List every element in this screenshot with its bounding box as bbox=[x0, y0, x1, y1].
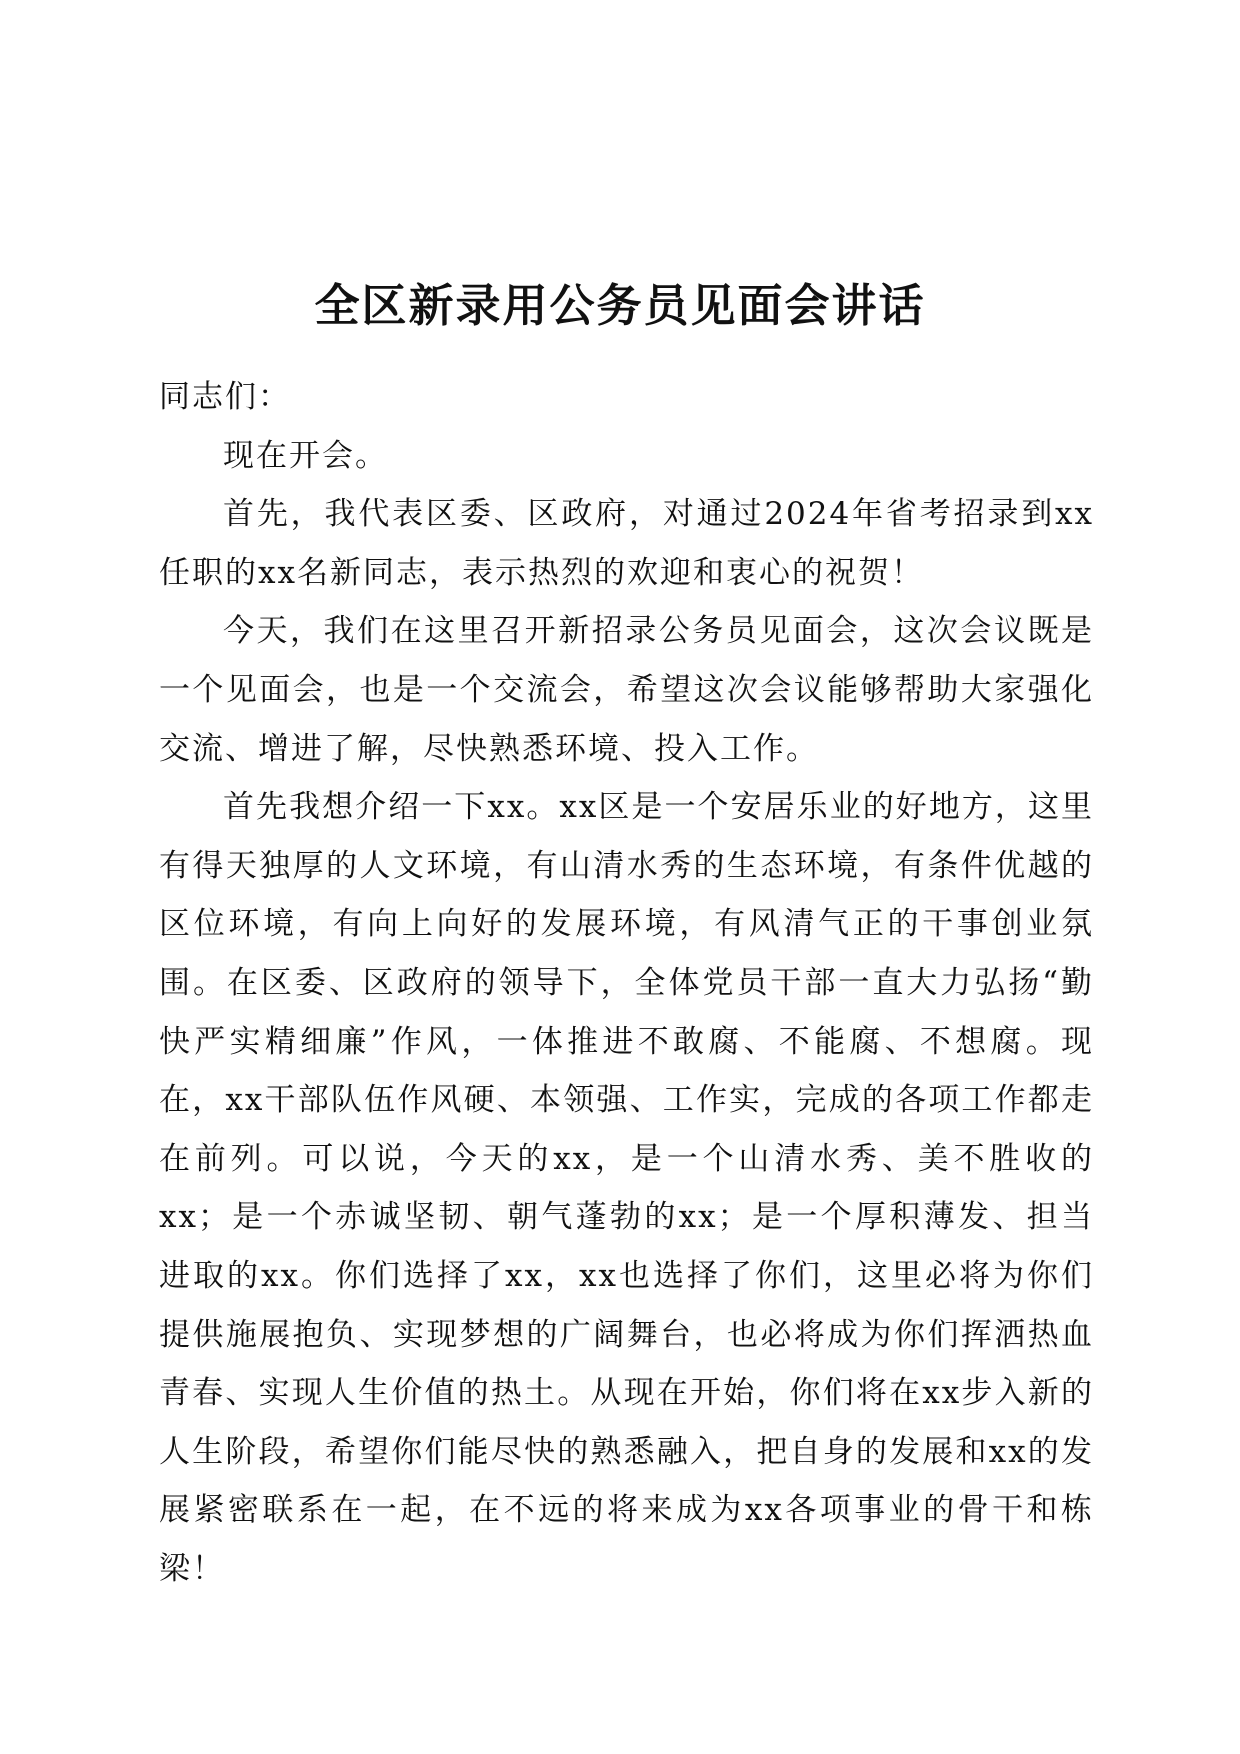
paragraph-opening: 现在开会。 bbox=[223, 437, 388, 474]
salutation: 同志们： bbox=[159, 379, 291, 415]
document-title: 全区新录用公务员见面会讲话 bbox=[314, 279, 926, 332]
document-body bbox=[159, 368, 1094, 1598]
paragraph-meeting-purpose: 今天，我们在这里召开新招录公务员见面会，这次会议既是一个见面会，也是一个交流会，希望这次会议能够帮助大家强化交流、增进了解，尽快熟悉环境、投入工作。 bbox=[159, 613, 1094, 767]
paragraph-introduction: 首先我想介绍一下xx。xx区是一个安居乐业的好地方，这里有得天独厚的人文环境，有山清水秀的生态环境，有条件优越的区位环境，有向上向好的发展环境，有风清气正的干事创业氛围。在区委、区政府的领导下，全体党员干部一直大力弘扬“勤快严实精细廉”作风，一体推进不敢腐、不能腐、不想腐。现在，xx干部队伍作风硬、本领强、工作实，完成的各项工作都走在前列。可以说，今天的xx，是一个山清水秀、美不胜收的xx；是一个赤诚坚韧、朝气蓬勃的xx；是一个厚积薄发、担当进取的xx。你们选择了xx，xx也选择了你们，这里必将为你们提供施展抱负、实现梦想的广阔舞台，也必将成为你们挥洒热血青春、实现人生价值的热土。从现在开始，你们将在xx步入新的人生阶段，希望你们能尽快的熟悉融入，把自身的发展和xx的发展紧密联系在一起，在不远的将来成为xx各项事业的骨干和栋梁！ bbox=[159, 789, 1094, 1587]
paragraph-welcome: 首先，我代表区委、区政府，对通过2024年省考招录到xx任职的xx名新同志，表示热烈的欢迎和衷心的祝贺！ bbox=[159, 496, 1094, 591]
